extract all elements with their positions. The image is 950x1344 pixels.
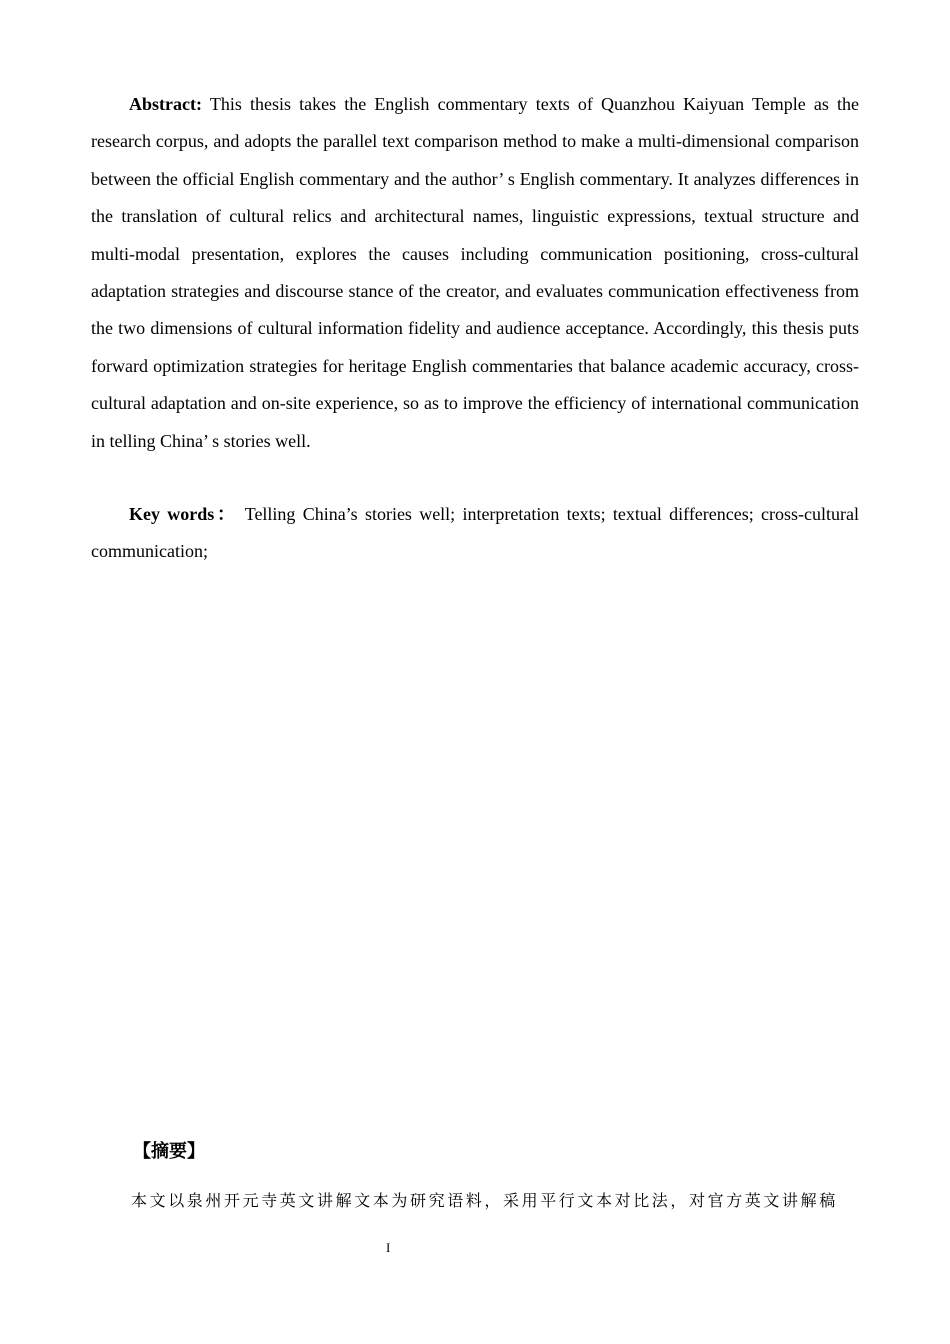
english-keywords (91, 496, 859, 570)
keywords-text: Telling China’s stories well; interpretation texts; textual differences; cross-cultural communication; (91, 504, 859, 561)
keywords-label: Key words： (129, 504, 238, 524)
abstract-text: This thesis takes the English commentary texts of Quanzhou Kaiyuan Temple as the research corpus, and adopts the parallel text comparison method to make a multi-dimensional comparison between the official English commentary and the author’ s English commentary. It analyzes differences in the translation of cultural relics and architectural names, linguistic expressions, textual structure and multi-modal presentation, explores the causes including communication positioning, cross-cultural adaptation strategies and discourse stance of the creator, and evaluates communication effectiveness from the two dimensions of cultural information fidelity and audience acceptance. Accordingly, this thesis puts forward optimization strategies for heritage English commentaries that balance academic accuracy, cross-cultural adaptation and on-site experience, so as to improve the efficiency of international communication in telling China’ s stories well. (91, 94, 859, 451)
abstract-label: Abstract: (129, 94, 202, 114)
chinese-abstract-first-line: 本文以泉州开元寺英文讲解文本为研究语料，采用平行文本对比法，对官方英文讲解稿 (131, 1191, 838, 1210)
english-abstract (91, 86, 859, 460)
chinese-abstract-heading: 【摘要】 (133, 1141, 205, 1162)
page-number: I (386, 1240, 391, 1255)
